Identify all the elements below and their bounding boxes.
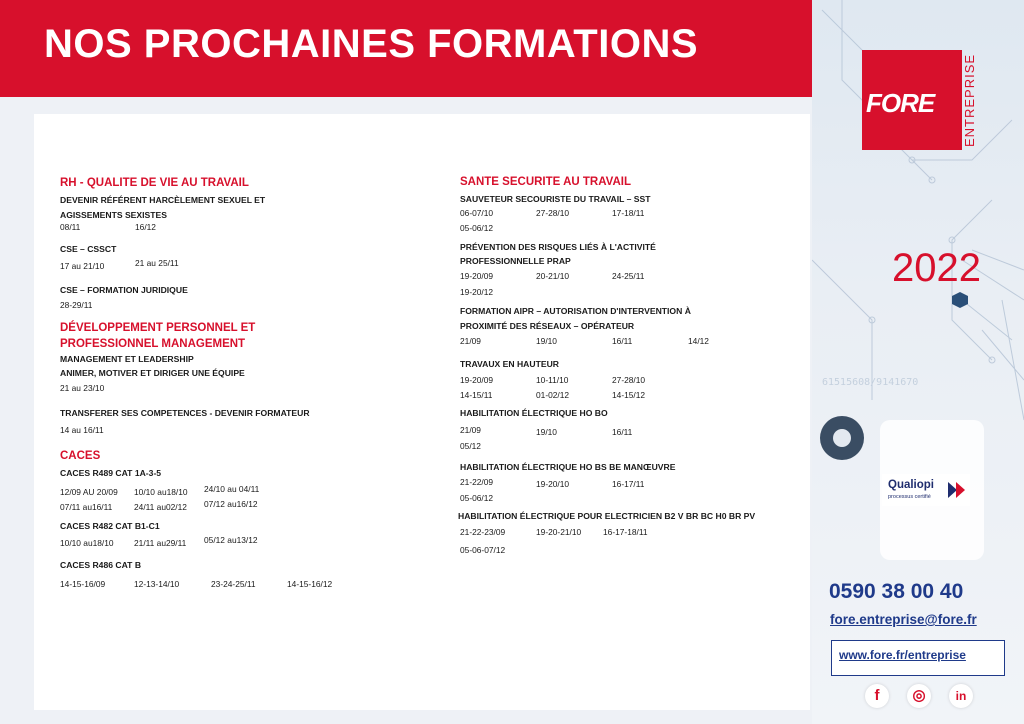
course-date: 19/10: [536, 336, 557, 346]
course-date: 10/10 au18/10: [60, 538, 114, 548]
phone-number[interactable]: 0590 38 00 40: [829, 580, 964, 603]
course-title: DEVENIR RÉFÉRENT HARCÈLEMENT SEXUEL ET: [60, 195, 266, 205]
section-heading-caces: CACES: [60, 450, 101, 462]
course-date: 14-15-16/12: [287, 579, 333, 589]
facebook-icon[interactable]: f: [865, 684, 889, 708]
linkedin-icon[interactable]: in: [949, 684, 973, 708]
course-date: 21/09: [460, 425, 481, 435]
course-date: 21 au 25/11: [135, 258, 179, 268]
course-date: 16/11: [612, 336, 633, 346]
course-date: 19-20-21/10: [536, 527, 582, 537]
course-date: 05-06/12: [460, 493, 494, 503]
course-date: 10/10 au18/10: [134, 487, 188, 497]
section-heading-dev: PROFESSIONNEL MANAGEMENT: [60, 338, 246, 350]
course-date: 12-13-14/10: [134, 579, 180, 589]
course-date: 16-17/11: [612, 479, 645, 489]
course-date: 21/09: [460, 336, 481, 346]
logo-subtitle: ENTREPRISE: [962, 53, 977, 147]
section-heading-rh: RH - QUALITE DE VIE AU TRAVAIL: [60, 177, 249, 189]
course-date: 07/11 au16/11: [60, 502, 113, 512]
svg-text:61515608/9141670: 61515608/9141670: [822, 377, 919, 388]
course-title: CSE – FORMATION JURIDIQUE: [60, 285, 188, 295]
course-date: 10-11/10: [536, 375, 569, 385]
course-title: HABILITATION ÉLECTRIQUE HO BO: [460, 408, 608, 418]
course-date: 24/10 au 04/11: [204, 484, 260, 494]
course-date: 14-15/12: [612, 390, 646, 400]
course-date: 20-21/10: [536, 271, 570, 281]
course-date: 06-07/10: [460, 208, 494, 218]
course-date: 24/11 au02/12: [134, 502, 187, 512]
course-date: 12/09 AU 20/09: [60, 487, 118, 497]
course-title: MANAGEMENT ET LEADERSHIP: [60, 354, 194, 364]
course-title: PROXIMITÉ DES RÉSEAUX – OPÉRATEUR: [460, 321, 635, 331]
course-date: 08/11: [60, 222, 81, 232]
course-date: 01-02/12: [536, 390, 570, 400]
course-date: 05-06-07/12: [460, 545, 506, 555]
instagram-icon[interactable]: ◎: [907, 684, 931, 708]
page-title: NOS PROCHAINES FORMATIONS: [44, 22, 699, 66]
course-date: 21-22/09: [460, 477, 494, 487]
course-date: 24-25/11: [612, 271, 645, 281]
course-date: 14 au 16/11: [60, 425, 104, 435]
website-link[interactable]: www.fore.fr/entreprise: [839, 648, 966, 662]
course-title: CSE – CSSCT: [60, 244, 117, 254]
course-date: 27-28/10: [612, 375, 646, 385]
course-title: TRANSFERER SES COMPETENCES - DEVENIR FORMATEUR: [60, 408, 310, 418]
course-title: PRÉVENTION DES RISQUES LIÉS À L'ACTIVITÉ: [460, 242, 656, 252]
course-date: 21-22-23/09: [460, 527, 506, 537]
course-date: 05-06/12: [460, 223, 494, 233]
course-date: 21/11 au29/11: [134, 538, 187, 548]
email-link[interactable]: fore.entreprise@fore.fr: [830, 612, 977, 627]
course-date: 19-20/09: [460, 375, 494, 385]
course-title: CACES R482 CAT B1-C1: [60, 521, 160, 531]
course-title: TRAVAUX EN HAUTEUR: [460, 359, 559, 369]
course-title: CACES R486 CAT B: [60, 560, 142, 570]
course-date: 16/12: [135, 222, 156, 232]
course-date: 17-18/11: [612, 208, 645, 218]
course-date: 28-29/11: [60, 300, 93, 310]
qualiopi-arrows-icon: [946, 479, 970, 501]
course-title: FORMATION AIPR – AUTORISATION D'INTERVENTION À: [460, 306, 691, 316]
course-title: HABILITATION ÉLECTRIQUE HO BS BE MANŒUVRE: [460, 462, 676, 472]
course-date: 19-20/12: [460, 287, 494, 297]
course-date: 05/12: [460, 441, 481, 451]
section-heading-dev: DÉVELOPPEMENT PERSONNEL ET: [60, 322, 256, 334]
course-title: PROFESSIONNELLE PRAP: [460, 256, 571, 266]
course-date: 14-15/11: [460, 390, 493, 400]
course-title: CACES R489 CAT 1A-3-5: [60, 468, 162, 478]
course-date: 23-24-25/11: [211, 579, 256, 589]
course-date: 16/11: [612, 427, 633, 437]
course-title: ANIMER, MOTIVER ET DIRIGER UNE ÉQUIPE: [60, 368, 245, 378]
course-date: 19-20/09: [460, 271, 494, 281]
course-date: 21 au 23/10: [60, 383, 105, 393]
year: 2022: [892, 246, 981, 290]
course-date: 19/10: [536, 427, 557, 437]
logo-text: FORE: [866, 88, 935, 118]
qualiopi-sub: processus certifié: [888, 494, 931, 500]
course-date: 19-20/10: [536, 479, 570, 489]
course-date: 14-15-16/09: [60, 579, 106, 589]
course-title: HABILITATION ÉLECTRIQUE POUR ELECTRICIEN B2 V BR BC H0 BR PV: [458, 511, 756, 521]
section-heading-sst: SANTE SECURITE AU TRAVAIL: [460, 176, 632, 188]
course-title: AGISSEMENTS SEXISTES: [60, 210, 167, 220]
course-title: SAUVETEUR SECOURISTE DU TRAVAIL – SST: [460, 194, 651, 204]
course-date: 16-17-18/11: [603, 527, 648, 537]
course-date: 07/12 au16/12: [204, 499, 258, 509]
qualiopi-name: Qualiopi: [888, 479, 934, 491]
course-date: 17 au 21/10: [60, 261, 105, 271]
course-date: 27-28/10: [536, 208, 570, 218]
course-date: 14/12: [688, 336, 709, 346]
course-date: 05/12 au13/12: [204, 535, 258, 545]
